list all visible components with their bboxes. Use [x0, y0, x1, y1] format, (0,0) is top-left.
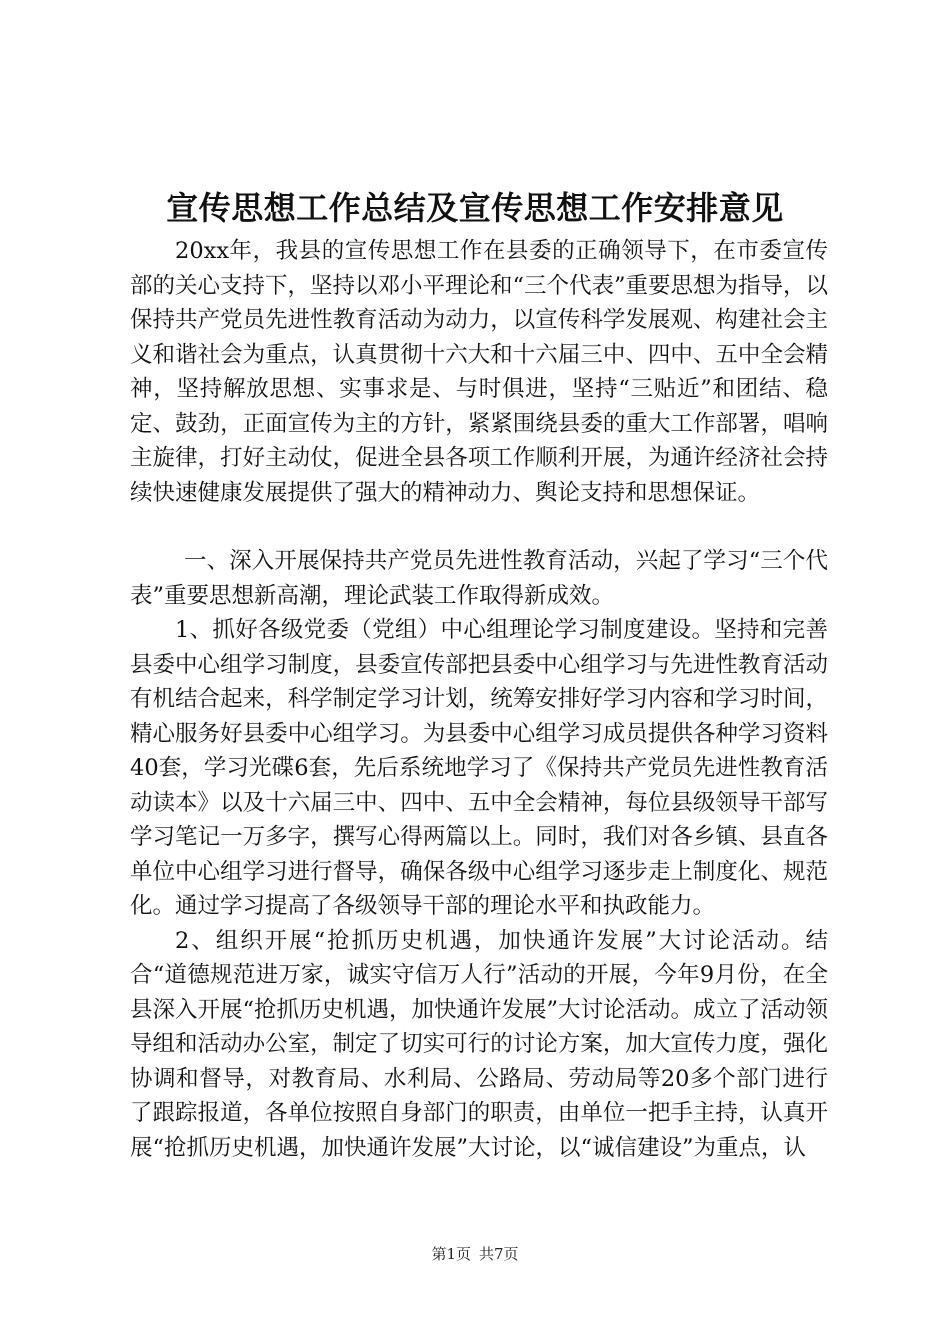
section-heading-1: 一、深入开展保持共产党员先进性教育活动，兴起了学习“三个代表”重要思想新高潮，理论武装工作取得新成效。: [130, 548, 828, 609]
body-paragraph-2: 2、组织开展“抢抓历史机遇，加快通许发展”大讨论活动。结合“道德规范进万家，诚实守信万人行”活动的开展，今年9月份，在全县深入开展“抢抓历史机遇，加快通许发展”大讨论活动。成立了活动领导组和活动办公室，制定了切实可行的讨论方案，加大宣传力度，强化协调和督导，对教育局、水利局、公路局、劳动局等20多个部门进行了跟踪报道，各单位按照自身部门的职责，由单位一把手主持，认真开展“抢抓历史机遇，加快通许发展”大讨论，以“诚信建设”为重点，认: [130, 927, 829, 1161]
page-number: 第1页: [431, 1245, 471, 1263]
document-body: [130, 234, 828, 1165]
page-footer: [0, 1244, 950, 1264]
body-paragraph-1: 1、抓好各级党委（党组）中心组理论学习制度建设。坚持和完善县委中心组学习制度，县委宣传部把县委中心组学习与先进性教育活动有机结合起来，科学制定学习计划，统筹安排好学习内容和学习时间，精心服务好县委中心组学习。为县委中心组学习成员提供各种学习资料40套，学习光碟6套，先后系统地学习了《保持共产党员先进性教育活动读本》以及十六届三中、四中、五中全会精神，每位县级领导干部写学习笔记一万多字，撰写心得两篇以上。同时，我们对各乡镇、县直各单位中心组学习进行督导，确保各级中心组学习逐步走上制度化、规范化。通过学习提高了各级领导干部的理论水平和执政能力。: [130, 617, 828, 919]
intro-paragraph: 20xx年，我县的宣传思想工作在县委的正确领导下，在市委宣传部的关心支持下，坚持以邓小平理论和“三个代表”重要思想为指导，以保持共产党员先进性教育活动为动力，以宣传科学发展观、构建社会主义和谐社会为重点，认真贯彻十六大和十六届三中、四中、五中全会精神，坚持解放思想、实事求是、与时俱进，坚持“三贴近”和团结、稳定、鼓劲，正面宣传为主的方针，紧紧围绕县委的重大工作部署，唱响主旋律，打好主动仗，促进全县各项工作顺利开展，为通许经济社会持续快速健康发展提供了强大的精神动力、舆论支持和思想保证。: [130, 238, 829, 506]
document-title: 宣传思想工作总结及宣传思想工作安排意见: [166, 189, 784, 227]
page-count: 共7页: [479, 1245, 519, 1263]
section-spacer: [130, 510, 828, 544]
